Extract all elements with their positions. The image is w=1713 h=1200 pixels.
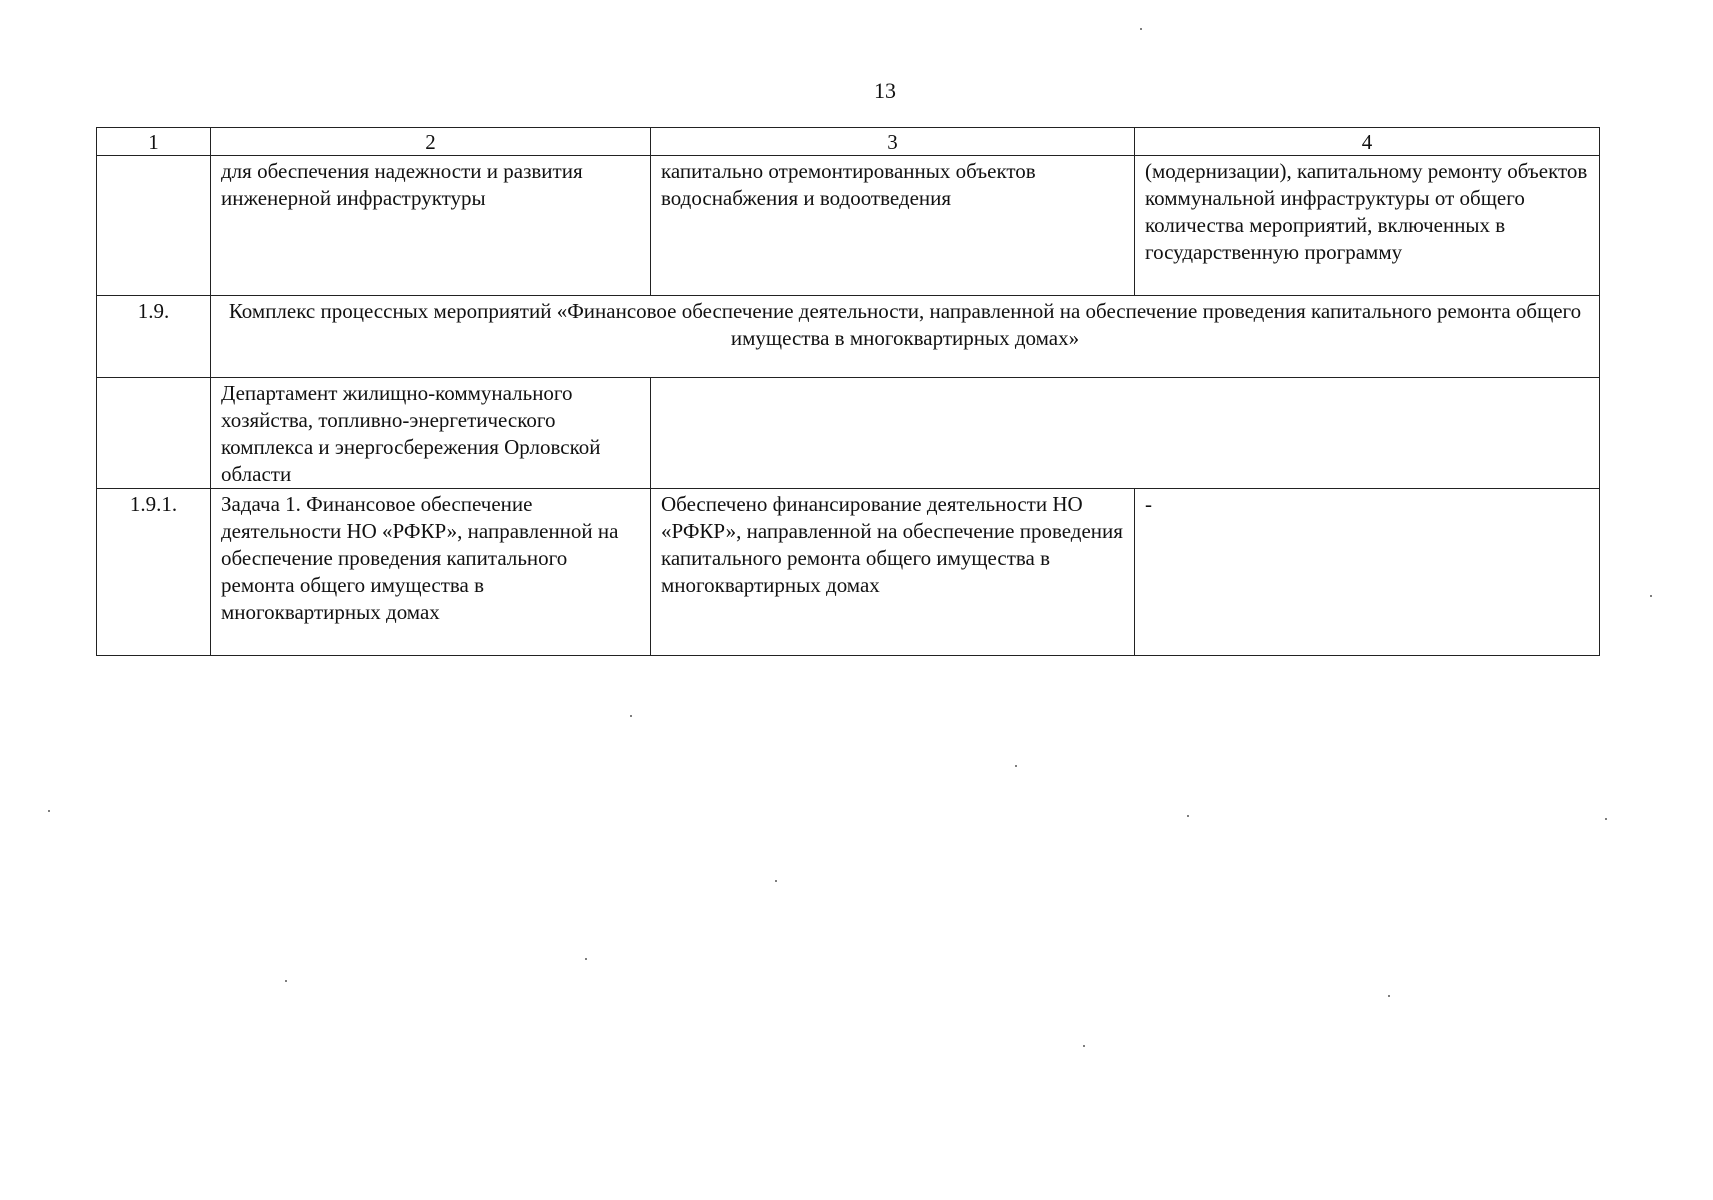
scan-speck xyxy=(1015,765,1017,767)
header-cell-2: 2 xyxy=(211,128,651,156)
scan-speck xyxy=(1388,995,1390,997)
scan-speck xyxy=(585,958,587,960)
scan-speck xyxy=(775,880,777,882)
table-row xyxy=(97,156,1600,296)
header-cell-1: 1 xyxy=(97,128,211,156)
header-cell-3: 3 xyxy=(651,128,1135,156)
table-row xyxy=(97,378,1600,489)
task-description: Задача 1. Финансовое обеспечение деятельности НО «РФКР», направленной на обеспечение проведения капитального ремонта общего имущества в многоквартирных домах xyxy=(211,489,651,656)
purpose-cell: для обеспечения надежности и развития инженерной инфраструктуры xyxy=(211,156,651,296)
scan-speck xyxy=(285,980,287,982)
header-cell-4: 4 xyxy=(1135,128,1600,156)
row-number-cell xyxy=(97,378,211,489)
section-number: 1.9. xyxy=(97,296,211,378)
task-result: Обеспечено финансирование деятельности НО «РФКР», направленной на обеспечение проведения капитального ремонта общего имущества в многоквартирных домах xyxy=(651,489,1135,656)
scan-speck xyxy=(1605,818,1607,820)
scan-speck xyxy=(1140,28,1142,30)
task-relation: - xyxy=(1135,489,1600,656)
scan-speck xyxy=(1650,595,1652,597)
task-number: 1.9.1. xyxy=(97,489,211,656)
page-number: 13 xyxy=(874,78,896,103)
row-number-cell xyxy=(97,156,211,296)
empty-merged-cell xyxy=(651,378,1600,489)
scan-speck xyxy=(630,715,632,717)
program-table xyxy=(96,127,1600,656)
indicator-cell: капитально отремонтированных объектов водоснабжения и водоотведения xyxy=(651,156,1135,296)
header-row xyxy=(97,128,1600,156)
scan-speck xyxy=(1083,1045,1085,1047)
responsible-department: Департамент жилищно-коммунального хозяйства, топливно-энергетического комплекса и энергосбережения Орловской области xyxy=(211,378,651,489)
section-row xyxy=(97,296,1600,378)
scan-speck xyxy=(1187,815,1189,817)
relation-cell: (модернизации), капитальному ремонту объектов коммунальной инфраструктуры от общего количества мероприятий, включенных в государственную программу xyxy=(1135,156,1600,296)
section-title: Комплекс процессных мероприятий «Финансовое обеспечение деятельности, направленной на обеспечение проведения капитального ремонта общего имущества в многоквартирных домах» xyxy=(211,296,1600,378)
scan-speck xyxy=(48,810,50,812)
table-row xyxy=(97,489,1600,656)
